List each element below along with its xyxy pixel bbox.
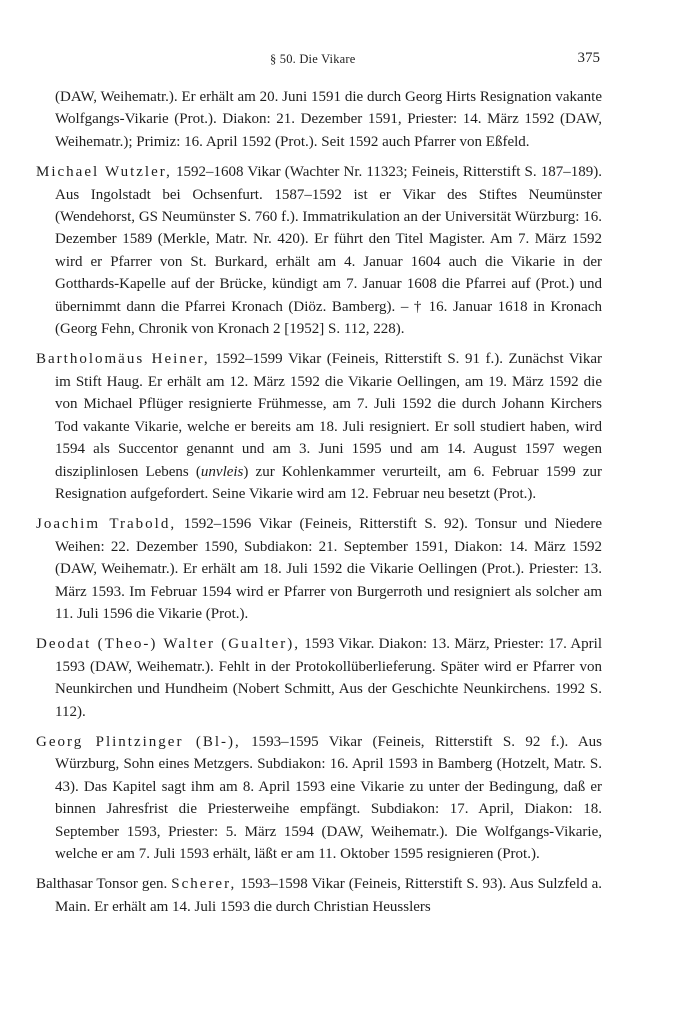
entry-name: Michael Wutzler,: [36, 164, 172, 181]
running-title: § 50. Die Vikare: [270, 52, 356, 66]
entry-joachim-trabold: [36, 513, 602, 625]
running-head: [0, 50, 700, 70]
entry-text: 1593 Vikar. Diakon: 13. März, Priester: 17. April 1593 (DAW, Weihematr.). Fehlt in der Protokollüberlieferung. Später wird er Pfarrer von Neunkirchen und Hundheim (Nobert Schmitt, Aus der Geschichte Neunkirchens. 1992 S. 112).: [55, 636, 603, 720]
entry-text: 1592–1608 Vikar (Wachter Nr. 11323; Feineis, Ritterstift S. 187–189). Aus Ingolstadt bei Ochsenfurt. 1587–1592 ist er Vikar des Stiftes Neumünster (Wendehorst, GS Neumünster S. 760 f.). Immatrikulation an der Universität Würzburg: 16. Dezember 1589 (Merkle, Matr. Nr. 420). Er führt den Titel Magister. Am 7. März 1592 wird er Pfarrer von St. Burkard, erhält am 4. Januar 1604 auch die Vikarie in der Gotthards-Kapelle auf der Brücke, kündigt am 7. Januar 1608 die Pfarrei auf (Prot.) und übernimmt dann die Pfarrei Kronach (Diöz. Bamberg). – † 16. Januar 1618 in Kronach (Georg Fehn, Chronik von Kronach 2 [1952] S. 112, 228).: [55, 164, 602, 338]
entry-name: Scherer,: [171, 876, 237, 893]
entry-michael-wutzler: [36, 161, 602, 340]
entry-text: 1593–1598 Vikar (Feineis, Ritterstift S. 93). Aus Sulzfeld a. Main. Er erhält am 14. Juli 1593 die durch Christian Heusslers: [55, 876, 602, 915]
entry-bartholomaeus-heiner: [36, 348, 602, 505]
entry-georg-plintzinger: [36, 731, 602, 865]
paragraph-text: (DAW, Weihematr.). Er erhält am 20. Juni 1591 die durch Georg Hirts Resignation vakante Wolfgangs-Vikarie (Prot.). Diakon: 21. Dezember 1591, Priester: 14. März 1592 (DAW, Weihematr.); Primiz: 16. April 1592 (Prot.). Seit 1592 auch Pfarrer von Eßfeld.: [55, 89, 602, 150]
entry-name: Deodat (Theo-) Walter (Gualter),: [36, 636, 300, 653]
paragraph-continuation: [36, 86, 602, 153]
entry-name: Joachim Trabold,: [36, 516, 177, 533]
entry-name: Georg Plintzinger (Bl-),: [36, 733, 241, 750]
entry-balthasar-tonsor: [36, 873, 602, 918]
entry-text: 1592–1596 Vikar (Feineis, Ritterstift S. 92). Tonsur und Niedere Weihen: 22. Dezember 1590, Subdiakon: 21. September 1591, Diakon: 14. März 1592 (DAW, Weihematr.). Er erhält am 18. Juli 1592 die Vikarie Oellingen (Prot.). Priester: 13. März 1593. Im Februar 1594 wird er Pfarrer von Burgerroth und resigniert als solcher am 11. Juli 1596 die Vikarie (Prot.).: [55, 516, 602, 622]
entry-text: 1593–1595 Vikar (Feineis, Ritterstift S. 92 f.). Aus Würzburg, Sohn eines Metzgers. Subdiakon: 16. April 1593 in Bamberg (Hotzelt, Matr. S. 43). Das Kapitel sagt ihm am 8. April 1593 eine Vikarie zu unter der Bedingung, daß er binnen Jahresfrist die Priesterweihe empfängt. Subdiakon: 17. April, Diakon: 18. September 1593, Priester: 5. März 1594 (DAW, Weihematr.). Die Wolfgangs-Vikarie, welche er am 7. Juli 1593 erhält, läßt er am 11. Oktober 1595 resignieren (Prot.).: [55, 733, 602, 862]
entry-italic-term: unvleis: [200, 463, 244, 480]
entry-text: 1592–1599 Vikar (Feineis, Ritterstift S. 91 f.). Zunächst Vikar im Stift Haug. Er erhält am 12. März 1592 die Vikarie Oellingen, am 19. März 1592 die von Michael Pflüger resignierte Frühmesse, am 7. Juli 1592 die durch Johann Kirchers Tod vakante Vikarie, welche er bereits am 18. Juli resigniert. Er soll studiert haben, wird 1594 als Succentor genannt und am 3. Juni 1595 und am 14. August 1597 wegen disziplinlosen Lebens (: [55, 351, 602, 480]
entry-text-continued: ) zur Kohlenkammer verurteilt, am 6. Februar 1599 zur Resignation aufgefordert. Seine Vikarie wird am 12. Februar neu besetzt (Prot.).: [55, 463, 602, 502]
entry-name: Bartholomäus Heiner,: [36, 351, 210, 368]
body-text: [36, 86, 602, 926]
page-number: 375: [577, 50, 600, 66]
entry-name-prefix: Balthasar Tonsor gen.: [36, 876, 172, 893]
entry-deodat-walter: [36, 633, 602, 723]
